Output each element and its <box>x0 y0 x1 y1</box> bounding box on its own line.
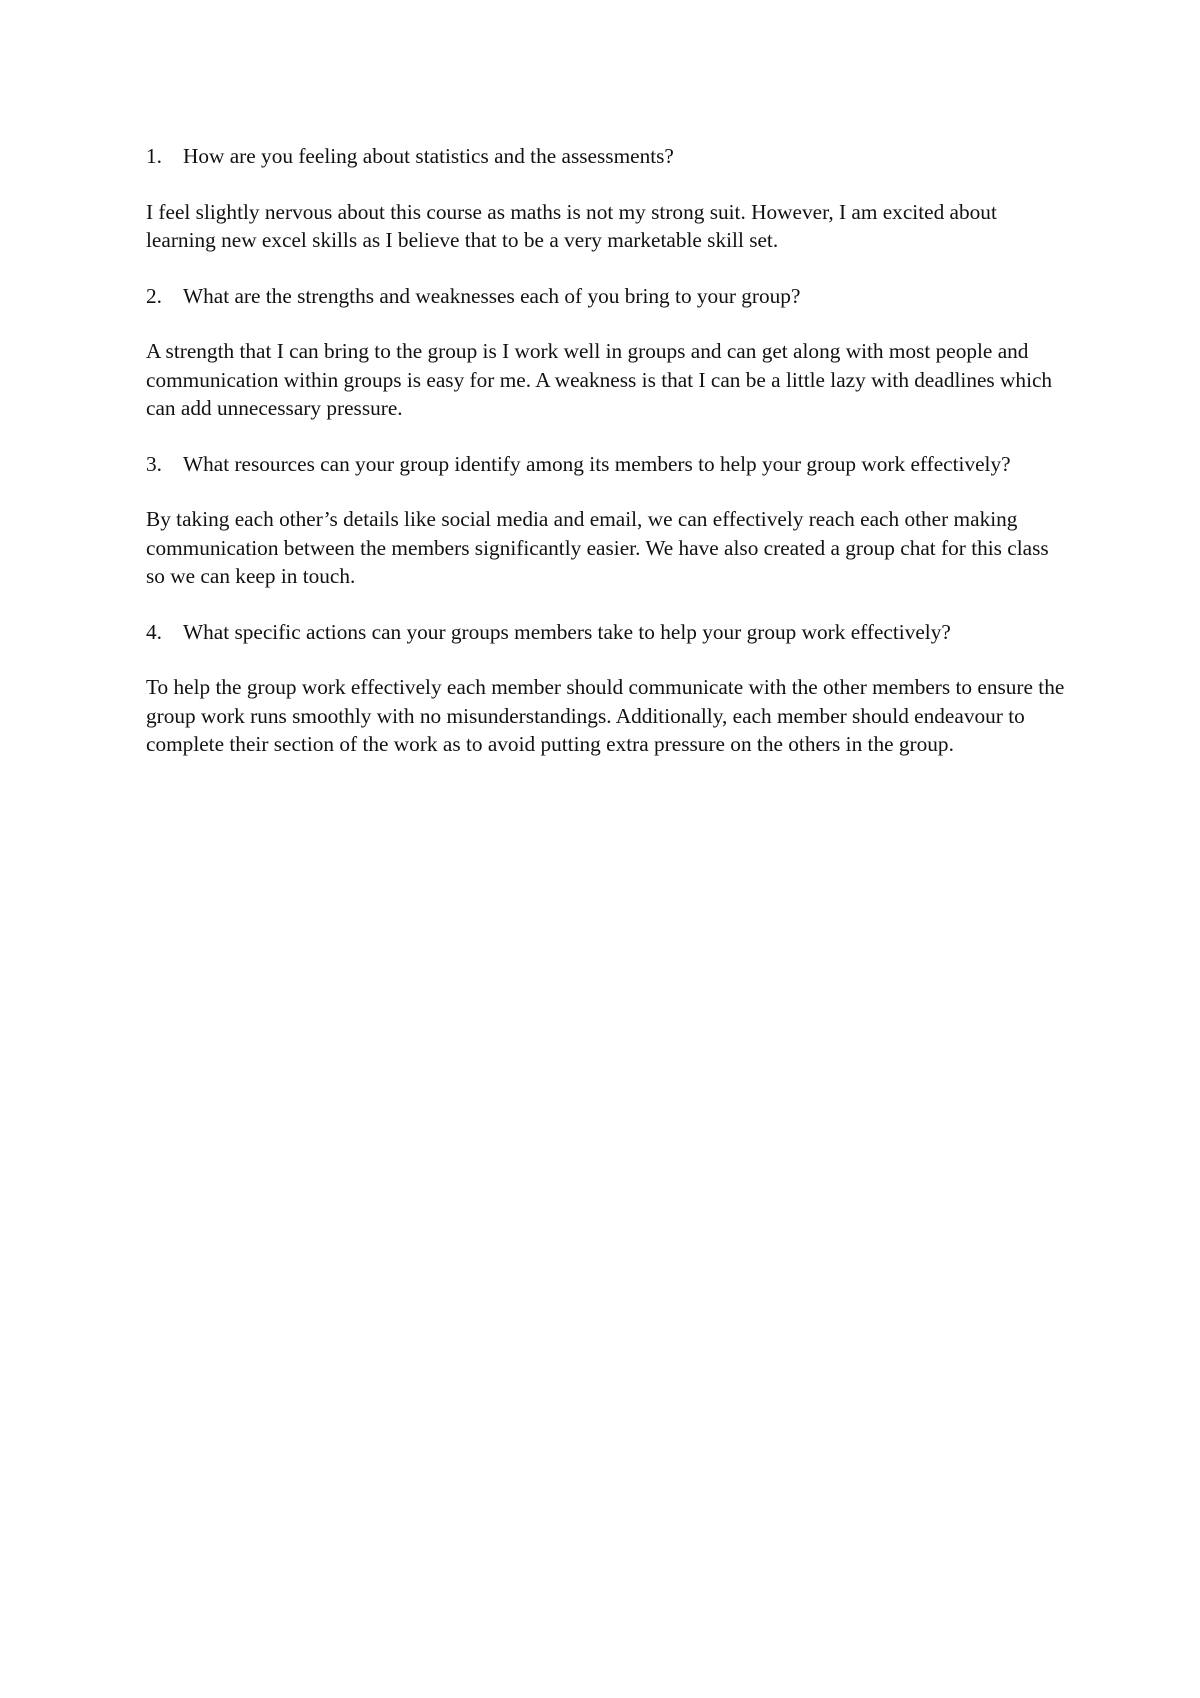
question-text: How are you feeling about statistics and the assessments? <box>183 144 674 168</box>
question-number: 4. <box>146 619 162 644</box>
question-4 <box>146 618 1066 647</box>
answer-3: By taking each other’s details like social media and email, we can effectively reach each other making communication between the members significantly easier. We have also created a group chat for this class so we can keep in touch. <box>146 507 1049 588</box>
answer-4: To help the group work effectively each member should communicate with the other members to ensure the group work runs smoothly with no misunderstandings. Additionally, each member should endeavour to complete their section of the work as to avoid putting extra pressure on the others in the group. <box>146 675 1065 756</box>
question-text: What specific actions can your groups members take to help your group work effectively? <box>183 619 951 644</box>
question-3 <box>146 450 1066 479</box>
question-text: What resources can your group identify among its members to help your group work effectively? <box>183 451 1011 476</box>
question-1 <box>146 142 1066 171</box>
question-number: 1. <box>146 144 162 168</box>
question-text: What are the strengths and weaknesses each of you bring to your group? <box>183 283 801 308</box>
answer-1: I feel slightly nervous about this course as maths is not my strong suit. However, I am excited about learning new excel skills as I believe that to be a very marketable skill set. <box>146 199 997 252</box>
question-2 <box>146 282 1066 311</box>
question-number: 3. <box>146 451 162 476</box>
question-number: 2. <box>146 283 162 308</box>
document-body <box>146 142 1066 786</box>
answer-2: A strength that I can bring to the group is I work well in groups and can get along with most people and communication within groups is easy for me. A weakness is that I can be a little lazy with deadlines which can add unnecessary pressure. <box>146 339 1053 420</box>
